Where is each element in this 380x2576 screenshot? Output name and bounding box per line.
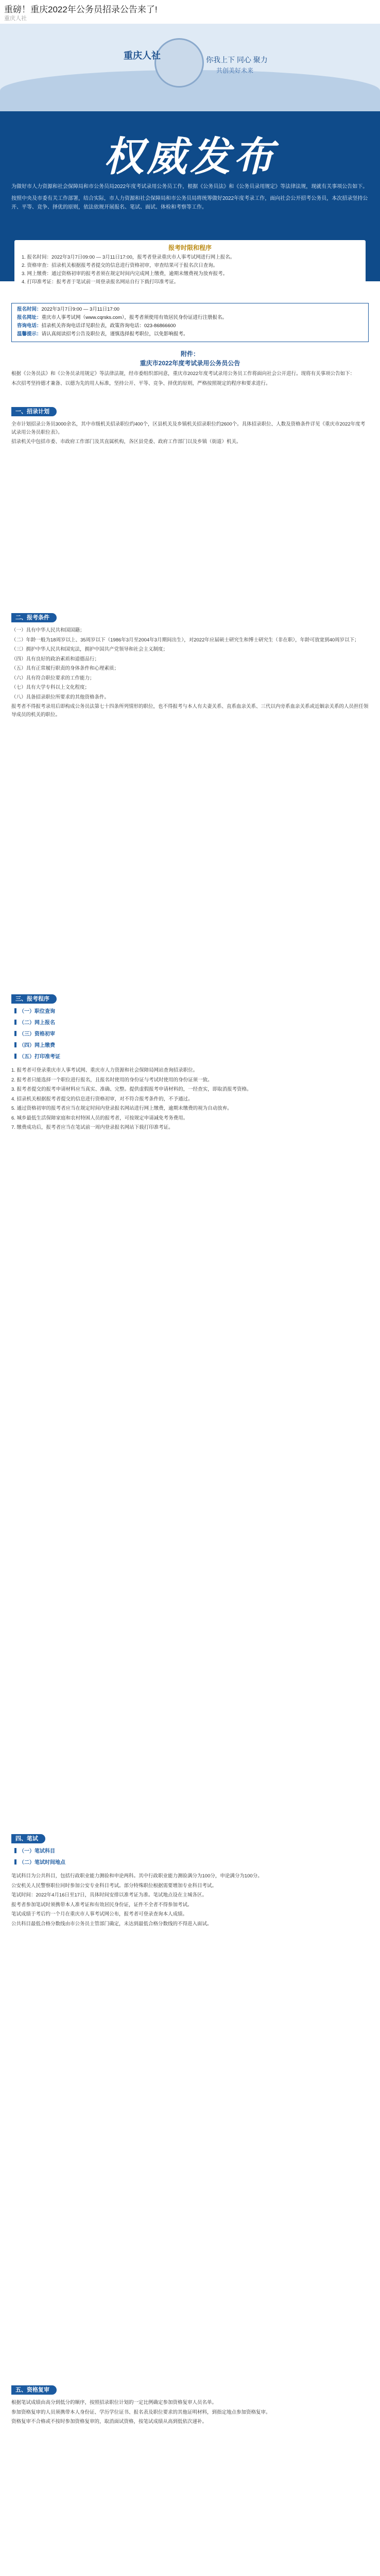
subsection-heading <box>14 1042 55 1049</box>
section-paragraph: 笔试科目为公共科目，包括行政职业能力测验和申论两科。其中行政职业能力测验满分为100分，申论满分为100分。 <box>11 1873 263 1879</box>
section-paragraph: 公安机关人民警察职位同时参加公安专业科目考试。部分特殊职位根据需要增加专业科目考试。 <box>11 1883 217 1889</box>
document-title: 重庆市2022年度考试录用公务员公告 <box>140 360 240 367</box>
subsection-marker-icon <box>14 1042 16 1047</box>
section-paragraph: 公共科目最低合格分数线由市公务员主管部门确定，未达到最低合格分数线的不得进入面试。 <box>11 1921 212 1927</box>
section-paragraph: 3. 报考者提交的报考申请材料应当真实、准确、完整。提供虚假报考申请材料的，一经查实，即取消报考资格。 <box>11 1087 252 1092</box>
subsection-label: （三）资格初审 <box>19 1031 55 1037</box>
notice-label: 咨询电话： <box>17 323 42 329</box>
hero-card-text <box>22 253 358 286</box>
notice-text: 2022年3月7日9:00 — 3月11日17:00 <box>41 307 119 312</box>
section-paragraph: （五）具有正常履行职责的身体条件和心理素质； <box>11 666 119 671</box>
section-heading: 三、报考程序 <box>11 994 57 1004</box>
notice-line <box>12 330 368 338</box>
notice-line <box>12 322 368 330</box>
hero-intro <box>11 182 369 215</box>
notice-text: 招录机关咨询电话详见职位表，政策咨询电话：023-86866600 <box>41 323 176 329</box>
intro-paragraph: 本次招考坚持德才兼备、以德为先的用人标准，坚持公开、平等、竞争、择优的原则，严格按照规定的程序和要求进行。 <box>11 380 271 386</box>
section-body <box>11 1066 369 1133</box>
subsection-heading <box>14 1019 55 1027</box>
section-paragraph: 全市计划招录公务员3000余名，其中市级机关招录职位约400个，区县机关及乡镇机关招录职位约2600个。具体招录职位、人数及资格条件详见《重庆市2022年度考试录用公务员职位表》。 <box>11 421 366 435</box>
hero-section <box>0 111 380 285</box>
section-paragraph: （四）具有良好的政治素质和道德品行； <box>11 656 100 662</box>
section-body <box>11 1872 369 1929</box>
section-paragraph: （八）具备招录职位所要求的其他资格条件。 <box>11 694 110 700</box>
section-heading: 二、报考条件 <box>11 613 57 622</box>
page-title: 重磅！重庆2022年公务员招录公告来了! <box>4 5 158 14</box>
section-paragraph: 1. 报考者可登录重庆市人事考试网、重庆市人力资源和社会保障局网站查询招录职位。 <box>11 1067 198 1073</box>
intro-paragraph: 按照中央及市委有关工作部署，结合实际，市人力资源和社会保障局和市公务员局将统筹做好2022年度考录工作，面向社会公开招考公务员，本次招录坚持公开、平等、竞争、择优的原则，依法依规开展报名、笔试、面试、体检和考察等工作。 <box>11 196 368 210</box>
notice-label: 报名网址： <box>17 315 42 320</box>
notice-text: 请认真阅读招考公告及职位表，谨慎选择报考职位，以免影响报考。 <box>41 331 188 337</box>
section-paragraph: （六）具有符合职位要求的工作能力； <box>11 675 95 681</box>
intro-paragraph: 为做好市人力资源和社会保障局和市公务员局2022年度考试录用公务员工作，根据《公务员法》和《公务员录用规定》等法律法规，现就有关事项公告如下。 <box>11 184 368 190</box>
subsection-label: （二）笔试时间地点 <box>19 1860 65 1866</box>
page-meta: 重庆人社 <box>4 15 27 22</box>
subsection-marker-icon <box>14 1020 16 1025</box>
hero-card-title: 报考时限和程序 <box>168 244 212 251</box>
section-paragraph: 笔试时间：2022年4月16日至17日，具体时间安排以准考证为准。笔试地点设在主城各区。 <box>11 1892 208 1898</box>
section-paragraph: （一）具有中华人民共和国国籍； <box>11 628 85 633</box>
section-paragraph: 参加资格复审的人员须携带本人身份证、学历学位证书、报名表及职位要求的其他证明材料，到指定地点参加资格复审。 <box>11 2409 271 2415</box>
section-body <box>11 2399 369 2428</box>
hero-title: 权威发布 <box>103 134 277 179</box>
section-paragraph: 6. 城乡最低生活保障家庭和农村特困人员的报考者，可按规定申请减免考务费用。 <box>11 1115 188 1121</box>
section-heading: 五、资格复审 <box>11 2385 57 2395</box>
section-paragraph: 5. 通过资格初审的报考者应当在规定时间内登录报名网站进行网上缴费，逾期未缴费的视为自动放弃。 <box>11 1106 232 1111</box>
section-paragraph: 7. 缴费成功后，报考者应当在笔试前一周内登录报名网站下载打印准考证。 <box>11 1125 174 1130</box>
section-body <box>11 420 369 448</box>
subsection-heading <box>14 1053 60 1061</box>
subsection-marker-icon <box>14 1031 16 1036</box>
section-paragraph: 笔试成绩于考后约一个月在重庆市人事考试网公布，报考者可登录查询本人成绩。 <box>11 1911 188 1917</box>
notice-label: 温馨提示： <box>17 331 42 337</box>
emblem-icon <box>154 38 204 88</box>
card-paragraph: 1. 报名时间：2022年3月7日09:00 — 3月11日17:00，报考者登录重庆市人事考试网进行网上报名。 <box>22 255 235 260</box>
subsection-heading <box>14 1859 65 1867</box>
card-paragraph: 3. 网上缴费：通过资格初审的报考者须在规定时间内完成网上缴费，逾期未缴费视为放弃报考。 <box>22 271 228 277</box>
section-paragraph: （二）年龄一般为18周岁以上、35周岁以下（1986年3月至2004年3月期间出生），对2022年应届硕士研究生和博士研究生（非在职），年龄可放宽到40周岁以下； <box>11 637 359 643</box>
banner-slogan-sub: 共创美好未来 <box>216 67 254 74</box>
subsection-marker-icon <box>14 1848 16 1853</box>
card-paragraph: 4. 打印准考证：报考者于笔试前一周登录报名网站自行下载打印准考证。 <box>22 279 179 285</box>
section-paragraph: （三）拥护中华人民共和国宪法，拥护中国共产党领导和社会主义制度； <box>11 647 168 652</box>
subsection-marker-icon <box>14 1008 16 1013</box>
hero-card <box>14 240 366 287</box>
section-heading: 四、笔试 <box>11 1834 45 1843</box>
intro-paragraph: 根据《公务员法》和《公务员录用规定》等法律法规，经市委组织部同意，重庆市2022年度考试录用公务员工作将面向社会公开进行。现将有关事项公告如下： <box>11 371 355 377</box>
section-paragraph: 资格复审不合格或不按时参加资格复审的，取消面试资格，按笔试成绩从高到低依次递补。 <box>11 2419 208 2425</box>
subsection-label: （五）打印准考证 <box>19 1054 60 1060</box>
section-paragraph: 根据笔试成绩由高分到低分的顺序，按照招录职位计划的一定比例确定参加资格复审人员名单。 <box>11 2400 217 2405</box>
subsection-heading <box>14 1008 55 1015</box>
banner-logo-text: 重庆人社 <box>124 50 161 61</box>
attachment-label: 附件： <box>180 350 199 358</box>
banner <box>0 24 380 111</box>
section-heading: 一、招录计划 <box>11 407 57 416</box>
subsection-label: （一）职位查询 <box>19 1009 55 1014</box>
subsection-heading <box>14 1848 55 1855</box>
notice-line <box>12 314 368 322</box>
subsection-marker-icon <box>14 1859 16 1865</box>
section-paragraph: 报考者参加笔试时须携带本人准考证和有效居民身份证，证件不全者不得参加考试。 <box>11 1902 193 1908</box>
banner-slogan: 你我上下 同心 聚力 <box>206 56 268 64</box>
notice-text: 重庆市人事考试网（www.cqrsks.com），报考者须使用有效居民身份证进行注册报名。 <box>41 315 227 320</box>
subsection-label: （四）网上缴费 <box>19 1043 55 1048</box>
subsection-label: （二）网上报名 <box>19 1020 55 1026</box>
document-intro <box>11 370 369 389</box>
section-paragraph: 报考者不得报考录用后即构成公务员法第七十四条所列情形的职位，也不得报考与本人有夫妻关系、直系血亲关系、三代以内旁系血亲关系或近姻亲关系的人员担任领导成员的机关的职位。 <box>11 704 369 718</box>
subsection-marker-icon <box>14 1054 16 1059</box>
card-paragraph: 2. 资格审查：招录机关根据报考者提交的信息进行资格初审，审查结果可于报名次日查询。 <box>22 263 218 268</box>
section-paragraph: 招录机关中包括市委、市政府工作部门及其直属机构，各区县党委、政府工作部门以及乡镇（街道）机关。 <box>11 439 241 445</box>
notice-box <box>11 303 369 342</box>
section-paragraph: 2. 报考者只能选择一个职位进行报名，且报名时使用的身份证与考试时使用的身份证须一致。 <box>11 1077 213 1083</box>
section-body <box>11 626 369 720</box>
notice-label: 报名时间： <box>17 307 42 312</box>
subsection-label: （一）笔试科目 <box>19 1849 55 1854</box>
section-paragraph: 4. 招录机关根据报考者提交的信息进行资格初审，对不符合报考条件的，不予通过。 <box>11 1096 193 1102</box>
notice-line <box>12 303 368 314</box>
subsection-heading <box>14 1030 55 1038</box>
section-paragraph: （七）具有大学专科以上文化程度； <box>11 685 90 690</box>
